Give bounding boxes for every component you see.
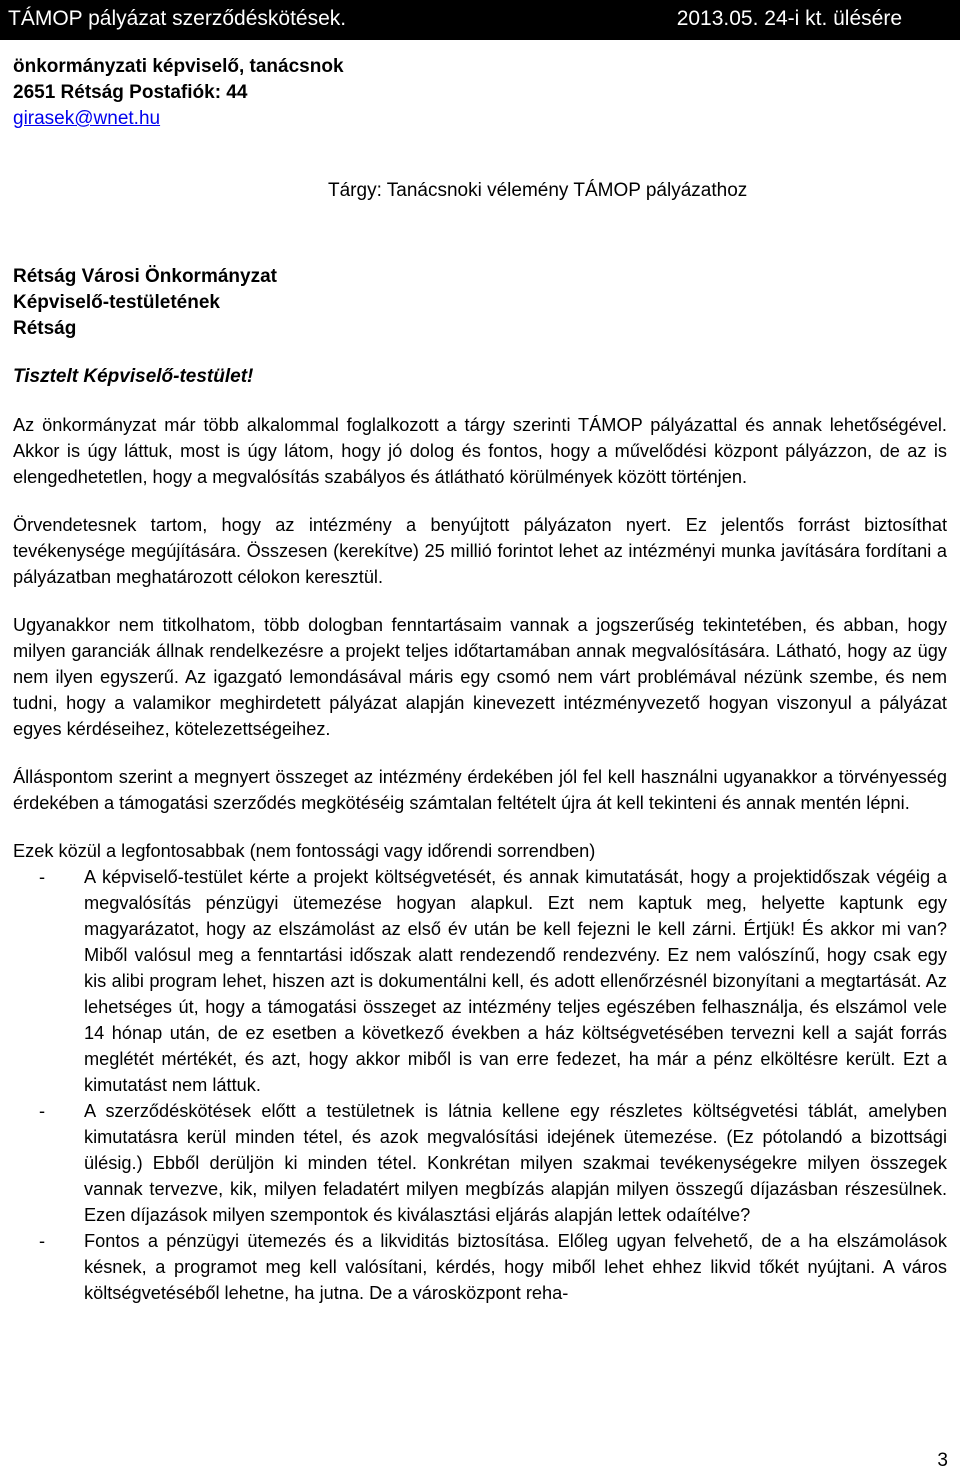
list-item-text: Fontos a pénzügyi ütemezés és a likviditás biztosítása. Előleg ugyan felvehető, de a ha elszámolások késnek, a programot meg kell valósítani, kérdés, hogy miből lehet ehhez likvid tőkét nyújtani. A város költségvetéséből lehetne, ha jutna. De a városközpont reha- [84,1231,947,1303]
salutation: Tisztelt Képviselő-testület! [13,366,254,387]
subject-line: Tárgy: Tanácsnoki vélemény TÁMOP pályázathoz [328,180,748,201]
recipient-block [13,264,277,342]
list-marker: - [39,1101,46,1121]
list-item-text: A szerződéskötések előtt a testületnek is látnia kellene egy részletes költségvetési táblát, amelyben kimutatásra kerül minden tétel, és azok megvalósítási idejének ütemezése. (Ez pótolandó a bizottsági ülésig.) Ebből derüljön ki minden tétel. Konkrétan milyen szakmai tevékenységekre milyen összegek vannak tervezve, kik, milyen feladatért milyen megbízás alapján milyen összegű díjazásban részesülnek. Ezen díjazások milyen szempontok és kiválasztási eljárás alapján lettek odaítélve? [84,1101,947,1225]
header-bar [0,0,960,40]
recipient-line-3: Rétság [13,318,77,339]
page-number: 3 [937,1450,948,1471]
sender-block [13,54,344,132]
document-title: TÁMOP pályázat szerződéskötések. [8,7,347,30]
list-item [13,1098,947,1228]
sender-email-link[interactable]: girasek@wnet.hu [13,108,161,129]
recipient-line-1: Rétság Városi Önkormányzat [13,266,277,287]
recipient-line-2: Képviselő-testületének [13,292,220,313]
list-item [13,864,947,1098]
sender-role: önkormányzati képviselő, tanácsnok [13,56,344,77]
list-item [13,1228,947,1306]
concerns-list [13,864,947,1306]
paragraph-2: Örvendetesnek tartom, hogy az intézmény a benyújtott pályázaton nyert. Ez jelentős forrást biztosíthat tevékenysége megújítására. Összesen (kerekítve) 25 millió forintot lehet az intézményi munka javítására fordítani a pályázatban meghatározott célokon keresztül. [13,515,947,587]
paragraph-1: Az önkormányzat már több alkalommal foglalkozott a tárgy szerinti TÁMOP pályázattal és annak lehetőségével. Akkor is úgy láttuk, most is úgy látom, hogy jó dolog és fontos, hogy a művelődési központ pályázzon, de az is elengedhetetlen, hogy a megvalósítás szabályos és átlátható körülmények között történjen. [13,415,947,487]
list-marker: - [39,1231,46,1251]
sender-address: 2651 Rétság Postafiók: 44 [13,82,248,103]
paragraph-4: Álláspontom szerint a megnyert összeget az intézmény érdekében jól fel kell használni ugyanakkor a törvényesség érdekében a támogatási szerződés megkötéséig számtalan feltételt újra át kell tekinteni és annak mentén lépni. [13,767,947,813]
list-item-text: A képviselő-testület kérte a projekt költségvetését, és annak kimutatását, hogy a projektidőszak végéig a megvalósítás pénzügyi ütemezése hogyan alapkul. Ezt nem kaptuk meg, helyette kaptunk egy magyarázatot, hogy az elszámolást az első év után be kell fejezni le kell zárni. Értjük! És akkor mi van? Miből valósul meg a fenntartási időszak alatt rendezendő rendezvény. Ez nem valószínű, hogy csak egy kis alibi program lehet, hiszen azt is dokumentálni kell, és adott ellenőrzésnél bizonyítani a megtartását. Az lehetséges út, hogy a támogatási összeget az intézmény teljes egészében felhasználja, és elszámol vele 14 hónap után, de ez esetben a következő években a ház költségvetésében tervezni kell a saját forrás meglétét mértékét, és azt, hogy akkor miből is van erre fedezet, ha már a pénz elköltésre került. Ezt a kimutatást nem láttuk. [84,867,947,1095]
list-marker: - [39,867,46,887]
list-intro: Ezek közül a legfontosabbak (nem fontossági vagy időrendi sorrendben) [13,841,596,861]
paragraph-3: Ugyanakkor nem titkolhatom, több dologban fenntartásaim vannak a jogszerűség tekintetében, és abban, hogy milyen garanciák állnak rendelkezésre a projekt teljes időtartamában annak megvalósítására. Látható, hogy az ügy nem ilyen egyszerű. Az igazgató lemondásával máris egy csomó nem várt problémával nézünk szembe, és nem tudni, hogy a valamikor meghirdetett pályázat alapján kinevezett intézményvezető hogyan viszonyul a pályázat egyes kérdéseihez, kötelezettségeihez. [13,615,947,739]
meeting-date: 2013.05. 24-i kt. ülésére [676,7,902,30]
letter-body [13,412,947,1306]
